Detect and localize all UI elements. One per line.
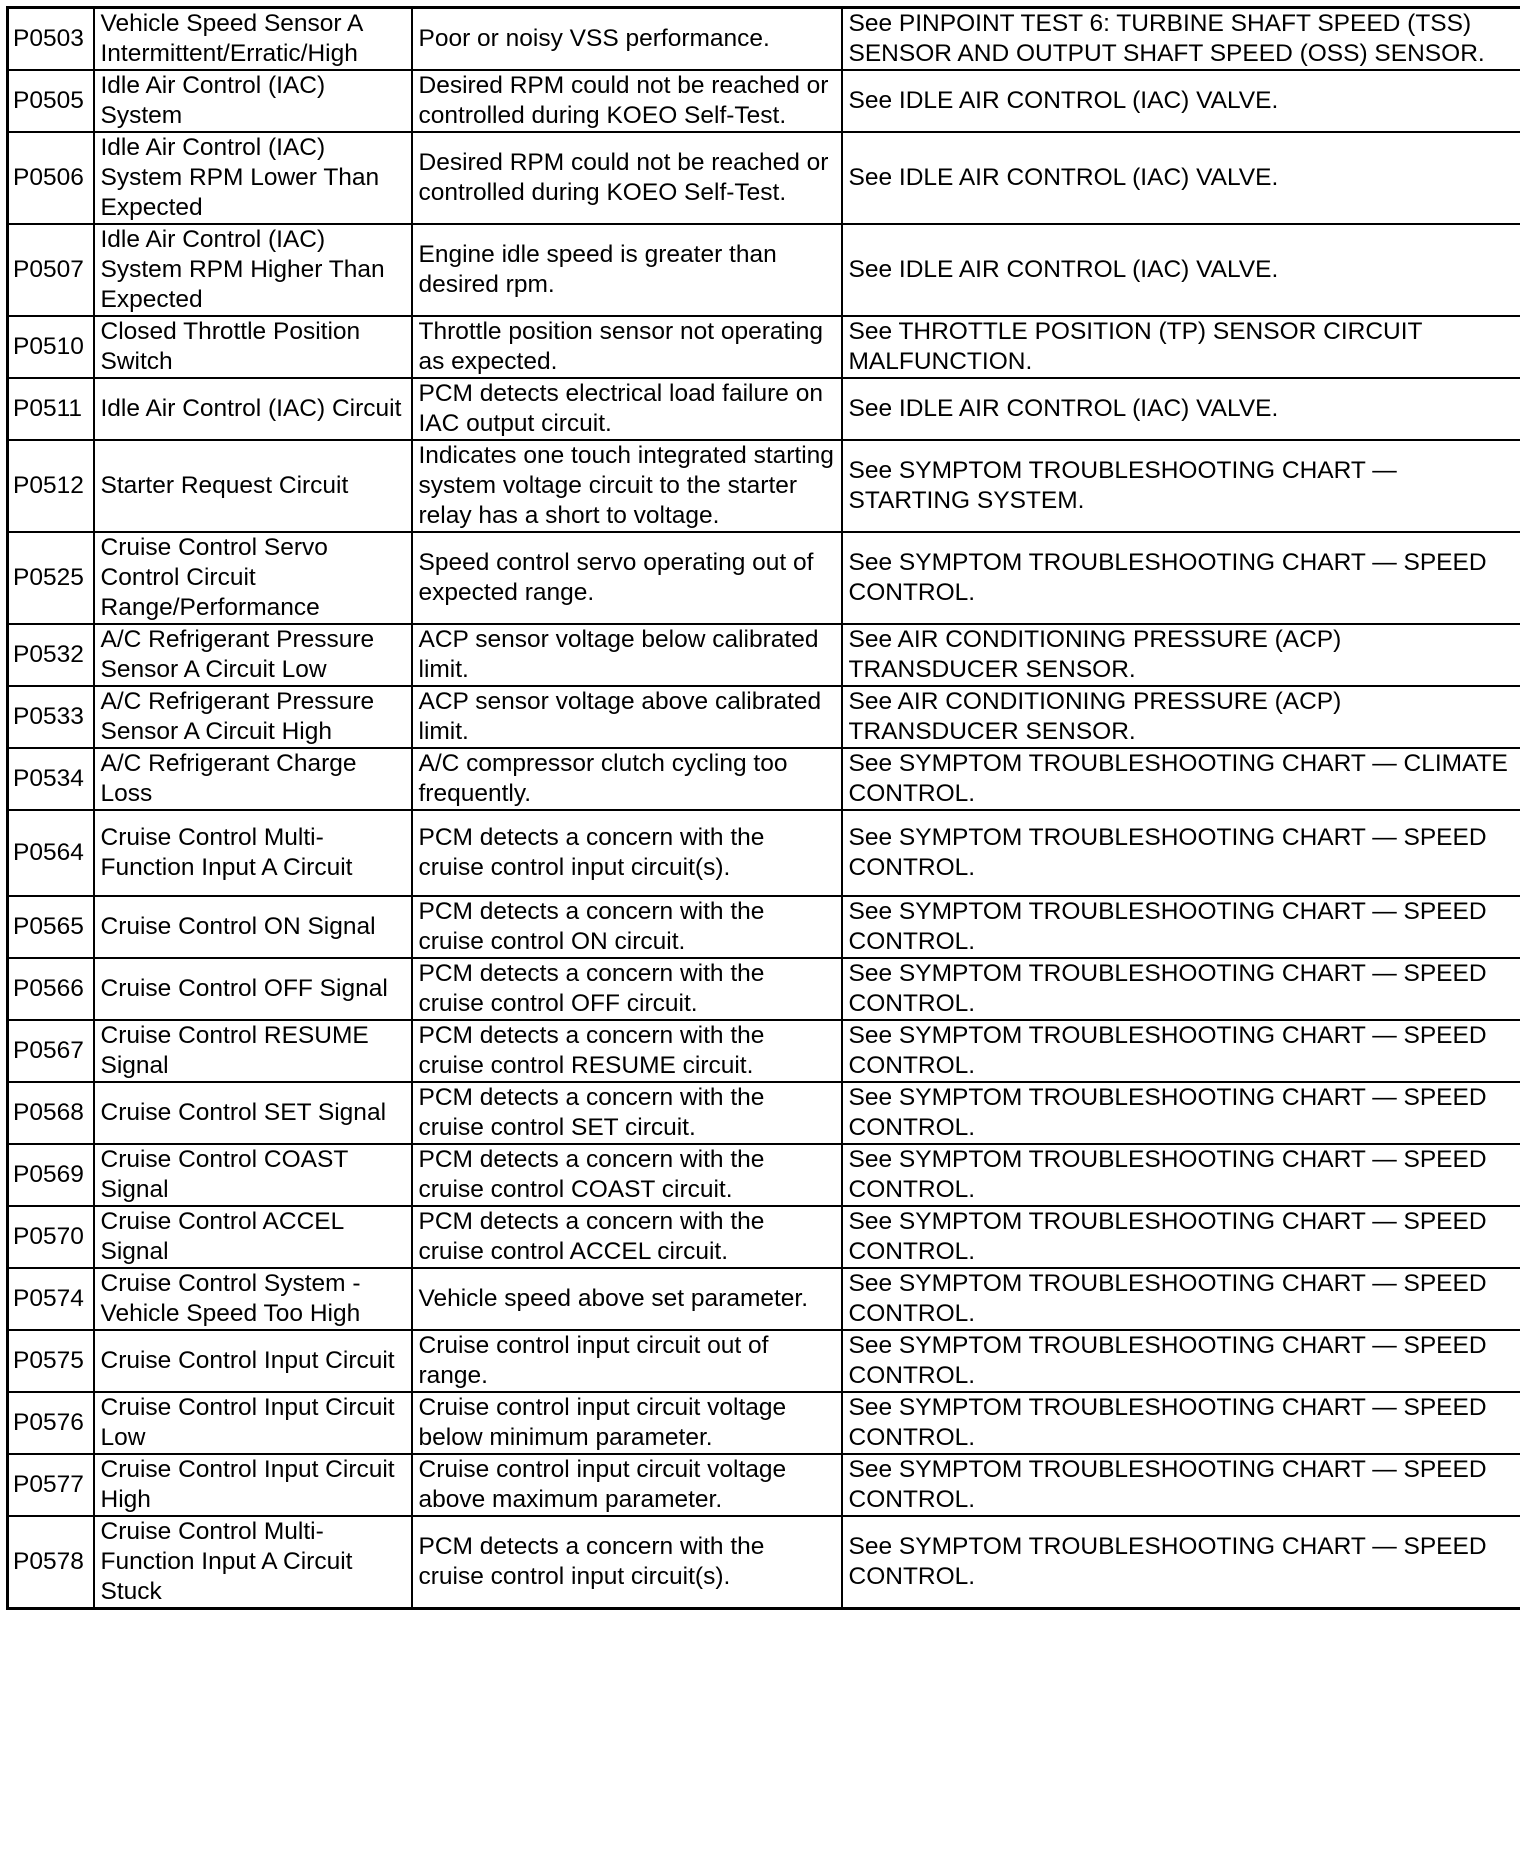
dtc-action: See SYMPTOM TROUBLESHOOTING CHART — SPEED CONTROL.	[842, 1268, 1520, 1330]
dtc-action: See SYMPTOM TROUBLESHOOTING CHART — SPEED CONTROL.	[842, 1392, 1520, 1454]
dtc-action: See AIR CONDITIONING PRESSURE (ACP) TRANSDUCER SENSOR.	[842, 624, 1520, 686]
dtc-action: See PINPOINT TEST 6: TURBINE SHAFT SPEED (TSS) SENSOR AND OUTPUT SHAFT SPEED (OSS) SENSOR.	[842, 8, 1520, 71]
dtc-description: A/C Refrigerant Charge Loss	[94, 748, 412, 810]
dtc-condition: Engine idle speed is greater than desired rpm.	[412, 224, 842, 316]
dtc-description: Cruise Control Servo Control Circuit Range/Performance	[94, 532, 412, 624]
dtc-code: P0568	[8, 1082, 94, 1144]
table-row	[8, 70, 1520, 132]
dtc-code: P0510	[8, 316, 94, 378]
dtc-action: See AIR CONDITIONING PRESSURE (ACP) TRANSDUCER SENSOR.	[842, 686, 1520, 748]
table-row	[8, 1516, 1520, 1609]
dtc-code: P0577	[8, 1454, 94, 1516]
dtc-action: See IDLE AIR CONTROL (IAC) VALVE.	[842, 378, 1520, 440]
table-row	[8, 8, 1520, 71]
dtc-action: See THROTTLE POSITION (TP) SENSOR CIRCUIT MALFUNCTION.	[842, 316, 1520, 378]
dtc-description: Idle Air Control (IAC) System RPM Higher Than Expected	[94, 224, 412, 316]
dtc-code: P0565	[8, 896, 94, 958]
dtc-code: P0576	[8, 1392, 94, 1454]
dtc-description: Idle Air Control (IAC) System RPM Lower Than Expected	[94, 132, 412, 224]
dtc-condition: PCM detects electrical load failure on IAC output circuit.	[412, 378, 842, 440]
dtc-description: Vehicle Speed Sensor A Intermittent/Erratic/High	[94, 8, 412, 71]
dtc-description: Cruise Control COAST Signal	[94, 1144, 412, 1206]
dtc-action: See SYMPTOM TROUBLESHOOTING CHART — SPEED CONTROL.	[842, 896, 1520, 958]
table-row	[8, 378, 1520, 440]
dtc-description: Cruise Control Input Circuit High	[94, 1454, 412, 1516]
dtc-action: See SYMPTOM TROUBLESHOOTING CHART — SPEED CONTROL.	[842, 1516, 1520, 1609]
dtc-action: See SYMPTOM TROUBLESHOOTING CHART — SPEED CONTROL.	[842, 810, 1520, 896]
dtc-action: See SYMPTOM TROUBLESHOOTING CHART — SPEED CONTROL.	[842, 958, 1520, 1020]
dtc-code: P0578	[8, 1516, 94, 1609]
dtc-action: See IDLE AIR CONTROL (IAC) VALVE.	[842, 224, 1520, 316]
table-row	[8, 1082, 1520, 1144]
table-row	[8, 1206, 1520, 1268]
dtc-code: P0512	[8, 440, 94, 532]
dtc-description: Cruise Control SET Signal	[94, 1082, 412, 1144]
dtc-description: A/C Refrigerant Pressure Sensor A Circuit High	[94, 686, 412, 748]
table-row	[8, 810, 1520, 896]
dtc-condition: PCM detects a concern with the cruise control SET circuit.	[412, 1082, 842, 1144]
dtc-description: Cruise Control Multi-Function Input A Circuit Stuck	[94, 1516, 412, 1609]
table-row	[8, 132, 1520, 224]
dtc-condition: Throttle position sensor not operating as expected.	[412, 316, 842, 378]
dtc-condition: Speed control servo operating out of expected range.	[412, 532, 842, 624]
dtc-action: See SYMPTOM TROUBLESHOOTING CHART — CLIMATE CONTROL.	[842, 748, 1520, 810]
dtc-condition: Cruise control input circuit out of range.	[412, 1330, 842, 1392]
table-row	[8, 316, 1520, 378]
table-row	[8, 624, 1520, 686]
dtc-action: See SYMPTOM TROUBLESHOOTING CHART — SPEED CONTROL.	[842, 1020, 1520, 1082]
dtc-code: P0503	[8, 8, 94, 71]
dtc-action: See IDLE AIR CONTROL (IAC) VALVE.	[842, 132, 1520, 224]
dtc-code: P0569	[8, 1144, 94, 1206]
dtc-condition: PCM detects a concern with the cruise control input circuit(s).	[412, 810, 842, 896]
dtc-condition: PCM detects a concern with the cruise control ON circuit.	[412, 896, 842, 958]
table-row	[8, 896, 1520, 958]
dtc-table	[6, 6, 1520, 1610]
dtc-description: Cruise Control ACCEL Signal	[94, 1206, 412, 1268]
dtc-description: Idle Air Control (IAC) System	[94, 70, 412, 132]
dtc-code: P0525	[8, 532, 94, 624]
dtc-action: See SYMPTOM TROUBLESHOOTING CHART — SPEED CONTROL.	[842, 1082, 1520, 1144]
table-row	[8, 1268, 1520, 1330]
dtc-action: See SYMPTOM TROUBLESHOOTING CHART — SPEED CONTROL.	[842, 1206, 1520, 1268]
dtc-action: See SYMPTOM TROUBLESHOOTING CHART — SPEED CONTROL.	[842, 532, 1520, 624]
table-row	[8, 748, 1520, 810]
dtc-condition: ACP sensor voltage above calibrated limit.	[412, 686, 842, 748]
dtc-code: P0506	[8, 132, 94, 224]
dtc-code: P0564	[8, 810, 94, 896]
table-row	[8, 1020, 1520, 1082]
dtc-description: Cruise Control ON Signal	[94, 896, 412, 958]
dtc-action: See SYMPTOM TROUBLESHOOTING CHART — STARTING SYSTEM.	[842, 440, 1520, 532]
table-row	[8, 1454, 1520, 1516]
dtc-description: Cruise Control Multi-Function Input A Circuit	[94, 810, 412, 896]
dtc-condition: Desired RPM could not be reached or controlled during KOEO Self-Test.	[412, 132, 842, 224]
dtc-action: See SYMPTOM TROUBLESHOOTING CHART — SPEED CONTROL.	[842, 1454, 1520, 1516]
table-row	[8, 1330, 1520, 1392]
dtc-description: Idle Air Control (IAC) Circuit	[94, 378, 412, 440]
table-row	[8, 532, 1520, 624]
dtc-code: P0574	[8, 1268, 94, 1330]
dtc-description: Cruise Control OFF Signal	[94, 958, 412, 1020]
dtc-description: Closed Throttle Position Switch	[94, 316, 412, 378]
dtc-code: P0511	[8, 378, 94, 440]
dtc-condition: PCM detects a concern with the cruise control ACCEL circuit.	[412, 1206, 842, 1268]
dtc-condition: PCM detects a concern with the cruise control COAST circuit.	[412, 1144, 842, 1206]
table-row	[8, 1144, 1520, 1206]
table-row	[8, 224, 1520, 316]
dtc-code: P0533	[8, 686, 94, 748]
dtc-condition: Cruise control input circuit voltage below minimum parameter.	[412, 1392, 842, 1454]
dtc-description: Cruise Control System - Vehicle Speed Too High	[94, 1268, 412, 1330]
dtc-condition: PCM detects a concern with the cruise control OFF circuit.	[412, 958, 842, 1020]
dtc-description: Starter Request Circuit	[94, 440, 412, 532]
dtc-condition: PCM detects a concern with the cruise control RESUME circuit.	[412, 1020, 842, 1082]
dtc-code: P0570	[8, 1206, 94, 1268]
dtc-action: See SYMPTOM TROUBLESHOOTING CHART — SPEED CONTROL.	[842, 1144, 1520, 1206]
dtc-description: Cruise Control Input Circuit	[94, 1330, 412, 1392]
dtc-condition: Poor or noisy VSS performance.	[412, 8, 842, 71]
dtc-description: Cruise Control RESUME Signal	[94, 1020, 412, 1082]
dtc-condition: Desired RPM could not be reached or controlled during KOEO Self-Test.	[412, 70, 842, 132]
dtc-code: P0567	[8, 1020, 94, 1082]
dtc-description: A/C Refrigerant Pressure Sensor A Circuit Low	[94, 624, 412, 686]
dtc-code: P0507	[8, 224, 94, 316]
dtc-action: See IDLE AIR CONTROL (IAC) VALVE.	[842, 70, 1520, 132]
dtc-condition: ACP sensor voltage below calibrated limit.	[412, 624, 842, 686]
dtc-condition: PCM detects a concern with the cruise control input circuit(s).	[412, 1516, 842, 1609]
dtc-code: P0505	[8, 70, 94, 132]
dtc-description: Cruise Control Input Circuit Low	[94, 1392, 412, 1454]
dtc-code: P0532	[8, 624, 94, 686]
dtc-code: P0534	[8, 748, 94, 810]
dtc-condition: Vehicle speed above set parameter.	[412, 1268, 842, 1330]
dtc-condition: Indicates one touch integrated starting system voltage circuit to the starter relay has a short to voltage.	[412, 440, 842, 532]
dtc-condition: Cruise control input circuit voltage above maximum parameter.	[412, 1454, 842, 1516]
dtc-code: P0575	[8, 1330, 94, 1392]
dtc-code: P0566	[8, 958, 94, 1020]
dtc-table-body	[8, 8, 1520, 1609]
table-row	[8, 440, 1520, 532]
table-row	[8, 1392, 1520, 1454]
table-row	[8, 958, 1520, 1020]
table-row	[8, 686, 1520, 748]
dtc-condition: A/C compressor clutch cycling too frequently.	[412, 748, 842, 810]
dtc-action: See SYMPTOM TROUBLESHOOTING CHART — SPEED CONTROL.	[842, 1330, 1520, 1392]
